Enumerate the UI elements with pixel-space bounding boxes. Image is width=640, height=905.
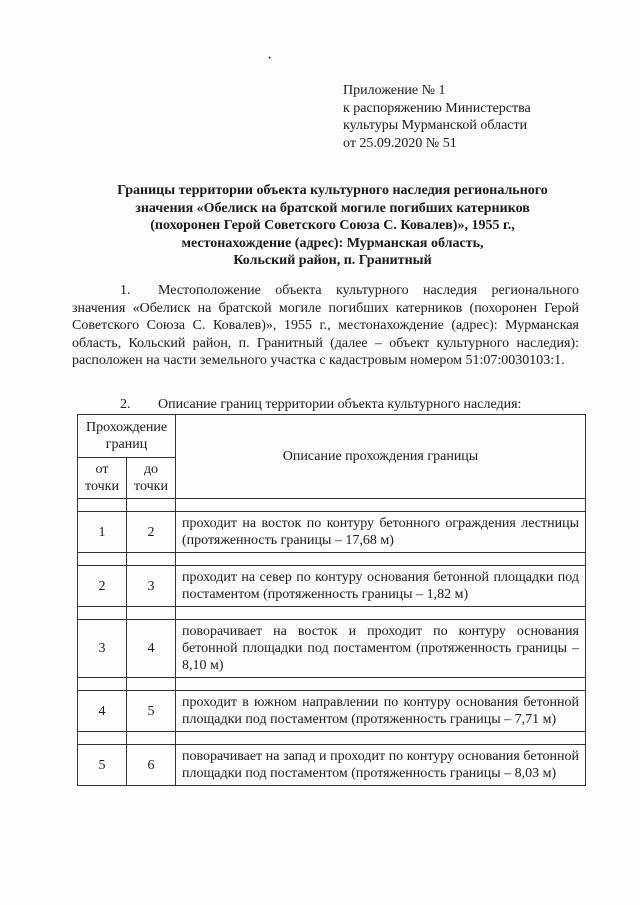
header-description: Описание прохождения границы (176, 415, 586, 499)
row-description: проходит на восток по контуру бетонного ограждения лестницы (протяженность границы – 17,68 м) (176, 512, 586, 553)
appendix-line: от 25.09.2020 № 51 (343, 135, 457, 151)
table-row (78, 691, 586, 732)
row-to-point: 5 (127, 691, 176, 732)
header-to: до точки (127, 458, 176, 499)
row-to-point: 4 (127, 620, 176, 678)
row-description: проходит на север по контуру основания бетонной площадки под постаментом (протяженность границы – 1,82 м) (176, 566, 586, 607)
title-line: Кольский район, п. Гранитный (233, 253, 432, 268)
appendix-block (343, 82, 531, 152)
section-1-text: Местоположение объекта культурного наследия регионального значения «Обелиск на братской могиле погибших катерников (похоронен Герой Советского Союза С. Ковалев)», 1955 г., местонахождение (адрес): Мурманская область, Кольский район, п. Гранитный (далее – объект культурного наследия): расположен на части земельного участка с кадастровым номером 51:07:0030103:1. (72, 283, 579, 368)
table-gap-row (78, 499, 586, 512)
row-to-point: 2 (127, 512, 176, 553)
row-from-point: 1 (78, 512, 127, 553)
section-1-paragraph (72, 282, 579, 370)
row-from-point: 2 (78, 566, 127, 607)
row-from-point: 4 (78, 691, 127, 732)
row-description: поворачивает на запад и проходит по контуру основания бетонной площадки под постаментом (протяженность границы – 8,03 м) (176, 745, 586, 786)
row-to-point: 6 (127, 745, 176, 786)
table-gap-row (78, 732, 586, 745)
appendix-line: к распоряжению Министерства (343, 100, 531, 116)
appendix-line: Приложение № 1 (343, 83, 446, 98)
document-title (80, 182, 585, 270)
row-from-point: 5 (78, 745, 127, 786)
header-from: от точки (78, 458, 127, 499)
title-line: (похоронен Герой Советского Союза С. Ковалев)», 1955 г., (150, 218, 515, 233)
table-gap-row (78, 607, 586, 620)
table-row (78, 745, 586, 786)
title-line: Границы территории объекта культурного наследия регионального (117, 183, 548, 198)
row-description: поворачивает на восток и проходит по контуру основания бетонной площадки под постаментом (протяженность границы – 8,10 м) (176, 620, 586, 678)
section-2-number: 2. (120, 397, 131, 412)
table-row (78, 512, 586, 553)
title-line: значения «Обелиск на братской могиле погибших катерников (135, 200, 530, 216)
title-line: местонахождение (адрес): Мурманская область, (181, 235, 484, 251)
section-2-text: Описание границ территории объекта культурного наследия: (158, 397, 522, 412)
boundary-table (77, 414, 586, 786)
section-2-paragraph (120, 396, 521, 414)
section-1-number: 1. (120, 283, 131, 298)
header-passage: Прохождение границ (78, 415, 176, 458)
table-gap-row (78, 678, 586, 691)
row-description: проходит в южном направлении по контуру основания бетонной площадки под постаментом (протяженность границы – 7,71 м) (176, 691, 586, 732)
table-gap-row (78, 553, 586, 566)
appendix-line: культуры Мурманской области (343, 118, 528, 133)
table-row (78, 566, 586, 607)
table-row (78, 620, 586, 678)
scan-mark: · (267, 50, 273, 67)
row-from-point: 3 (78, 620, 127, 678)
row-to-point: 3 (127, 566, 176, 607)
table-header-row (78, 415, 586, 458)
